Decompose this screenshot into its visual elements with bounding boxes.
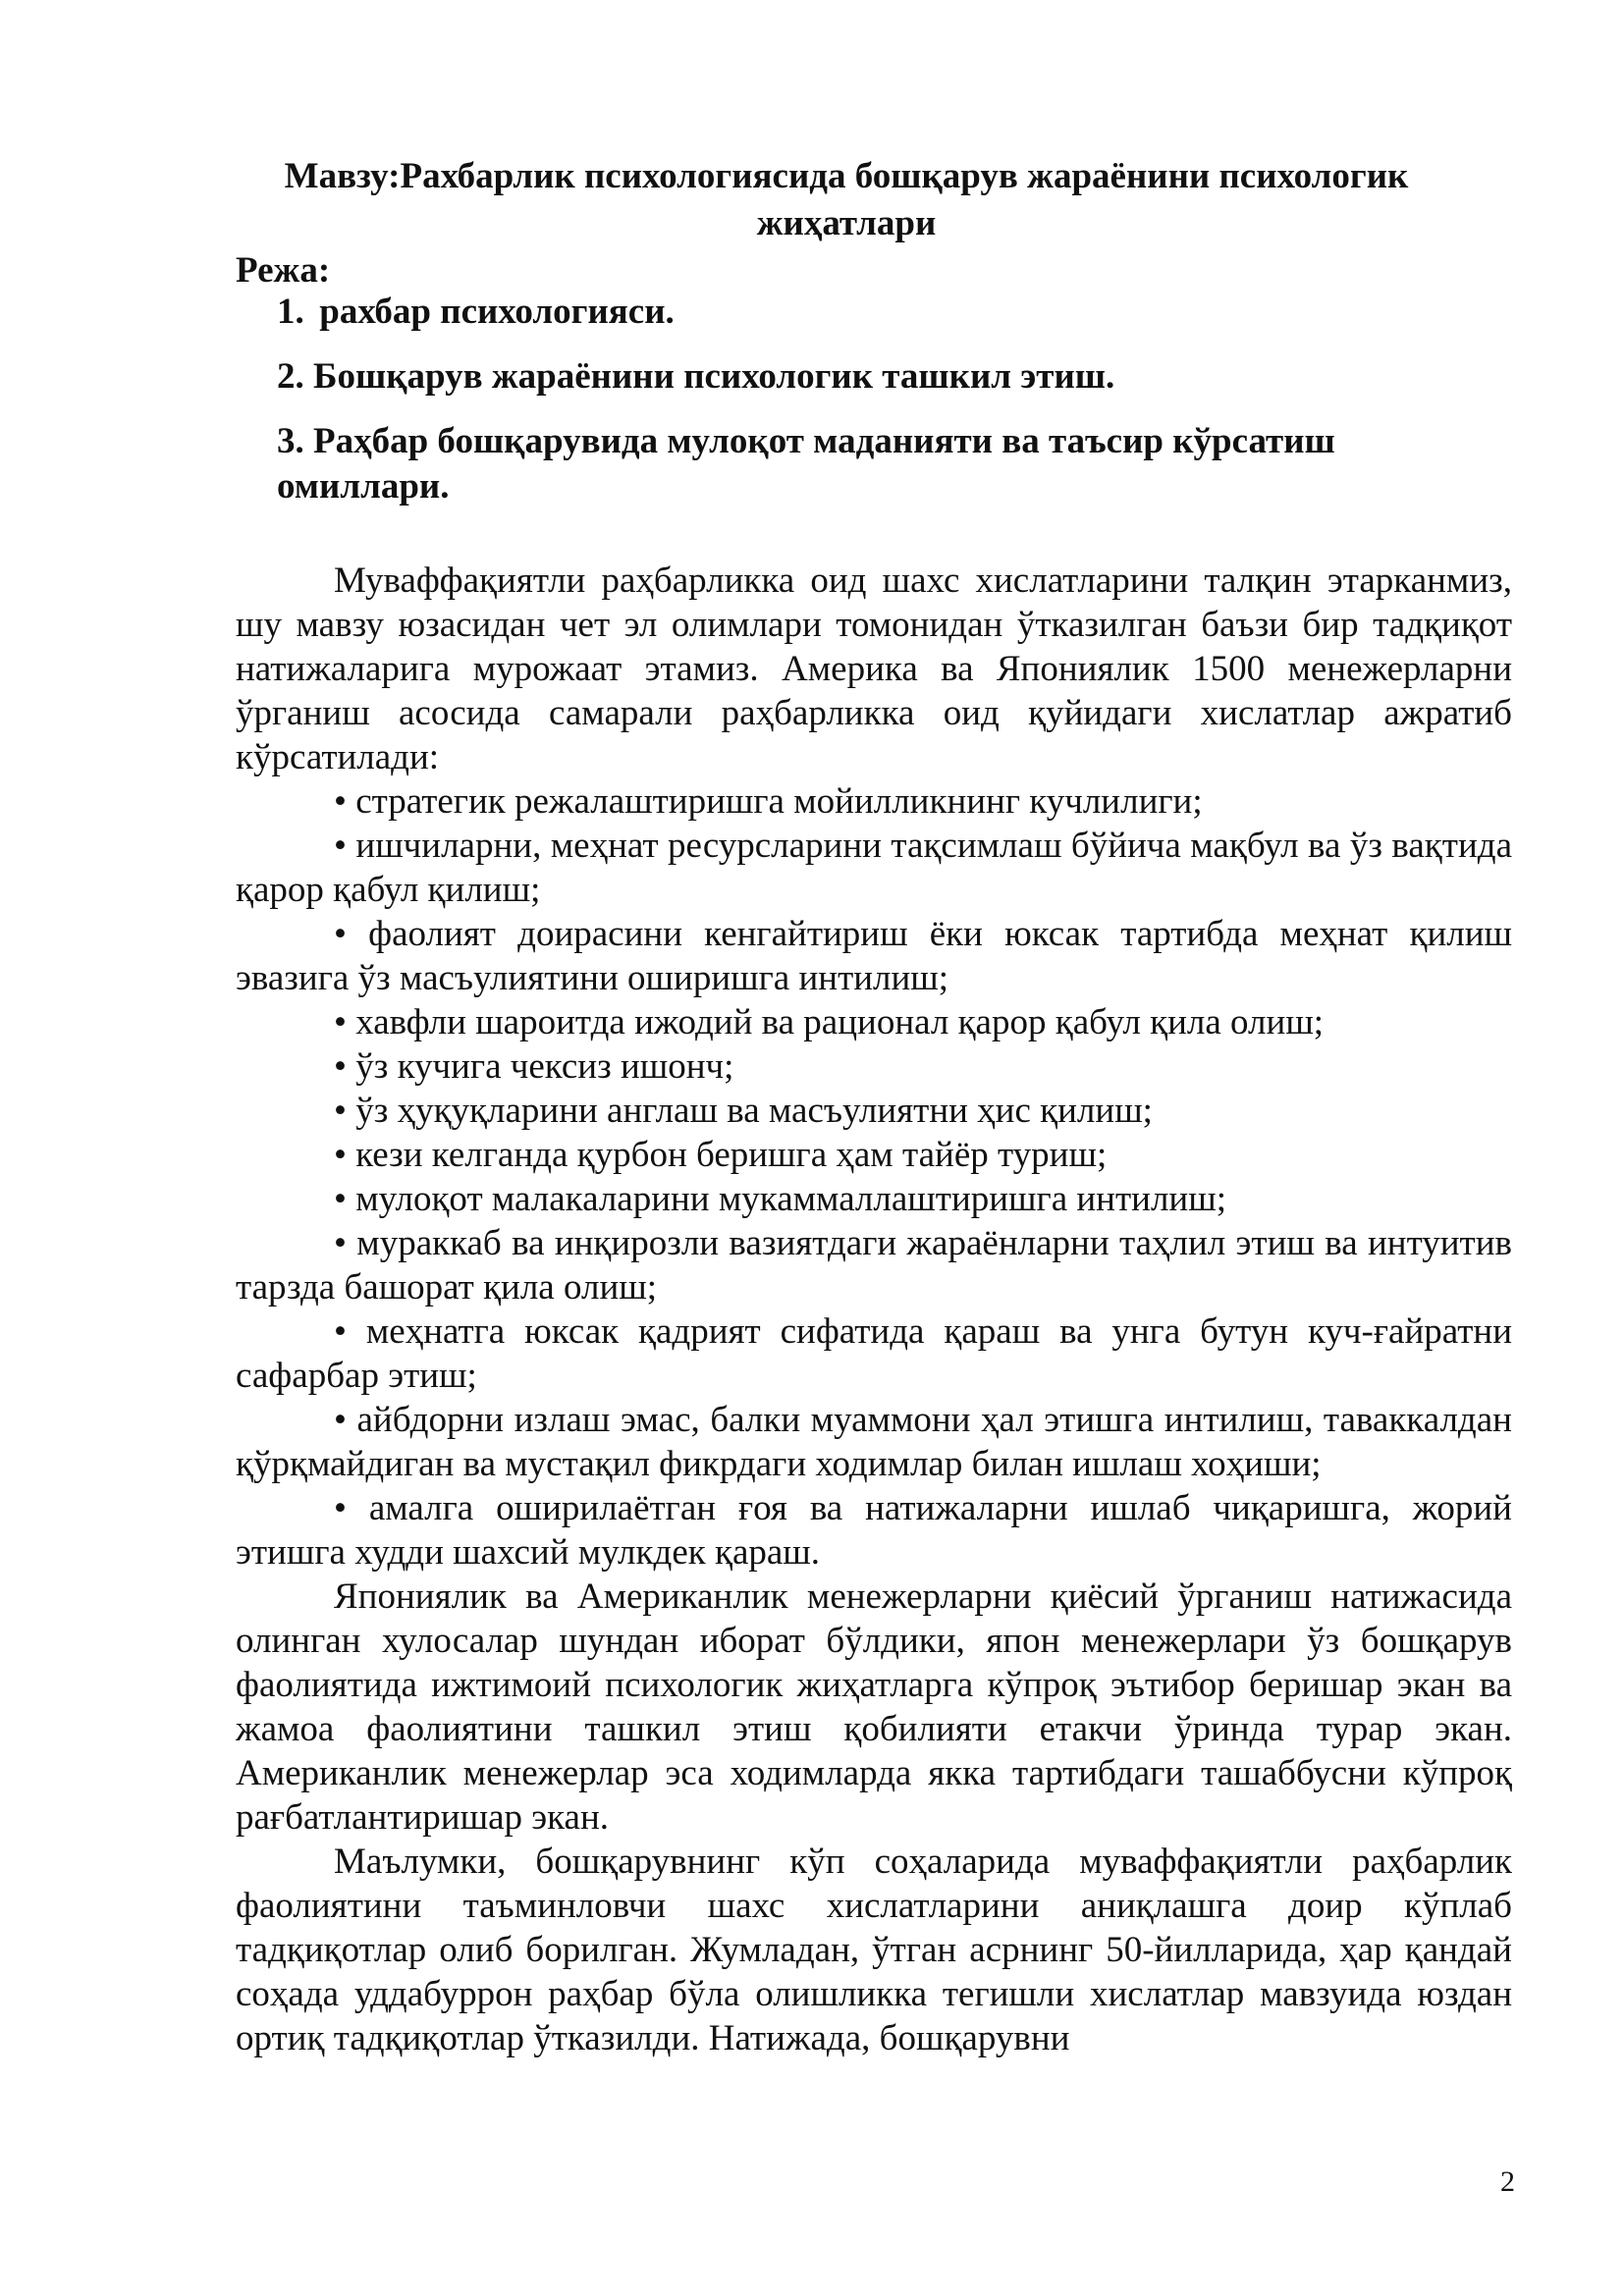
bullet-item: • ўз кучига чексиз ишонч; xyxy=(334,1046,734,1087)
bullet-item: • мураккаб ва инқирозли вазиятдаги жараёнларни таҳлил этиш ва интуитив тарзда башорат қила олиш; xyxy=(236,1223,1512,1308)
plan-item xyxy=(277,419,1406,509)
plan-item-text: Бошқарув жараёнини психологик ташкил этиш. xyxy=(313,356,1115,397)
bullet-item: • ўз ҳуқуқларини англаш ва масъулиятни ҳис қилиш; xyxy=(334,1091,1153,1131)
bullet-item: • мулоқот малакаларини мукаммаллаштиришга интилиш; xyxy=(334,1179,1226,1219)
plan-item-text: рахбар психологияси. xyxy=(319,292,675,332)
bullet-item: • хавфли шароитда ижодий ва рационал қарор қабул қила олиш; xyxy=(334,1002,1325,1042)
plan-label: Режа: xyxy=(236,250,331,291)
bullet-item: • айбдорни излаш эмас, балки муаммони ҳал этишга интилиш, таваккалдан қўрқмайдиган ва мустақил фикрдаги ходимлар билан ишлаш хоҳиши; xyxy=(236,1400,1512,1484)
bullet-item: • амалга оширилаётган ғоя ва натижаларни ишлаб чиқаришга, жорий этишга худди шахсий мулкдек қараш. xyxy=(236,1488,1512,1573)
plan-item xyxy=(277,354,1406,400)
bullet-item: • фаолият доирасини кенгайтириш ёки юксак тартибда меҳнат қилиш эвазига ўз масъулиятини оширишга интилиш; xyxy=(236,914,1512,998)
bullet-item: • стратегик режалаштиришга мойилликнинг кучлилиги; xyxy=(334,781,1203,822)
plan-item-number: 1. xyxy=(277,292,304,332)
page-number: 2 xyxy=(1500,2165,1515,2198)
bullet-item: • ишчиларни, меҳнат ресурсларини тақсимлаш бўйича мақбул ва ўз вақтида қарор қабул қилиш; xyxy=(236,826,1512,910)
plan-item-text: Раҳбар бошқарувида мулоқот маданияти ва таъсир кўрсатиш омиллари. xyxy=(277,421,1335,507)
plan-item-number: 2. xyxy=(277,356,304,397)
plan-list xyxy=(277,290,1406,529)
plan-item xyxy=(277,290,1406,335)
bullet-item: • кези келганда қурбон беришга ҳам тайёр туриш; xyxy=(334,1135,1108,1175)
body-paragraph: Маълумки, бошқарувнинг кўп соҳаларида муваффақиятли раҳбарлик фаолиятини таъминловчи шахс хислатларини аниқлашга доир кўплаб тадқиқотлар олиб борилган. Жумладан, ўтган асрнинг 50-йилларида, ҳар қандай соҳада уддабуррон раҳбар бўла олишликка тегишли хислатлар мавзуида юздан ортиқ тадқиқотлар ўтказилди. Натижада, бошқарувни xyxy=(236,1842,1512,2058)
bullet-item: • меҳнатга юксак қадрият сифатида қараш ва унга бутун куч-ғайратни сафарбар этиш; xyxy=(236,1311,1512,1396)
body-paragraph: Япониялик ва Американлик менежерларни қиёсий ўрганиш натижасида олинган хулосалар шундан иборат бўлдики, япон менежерлари ўз бошқарув фаолиятида ижтимоий психологик жиҳатларга кўпроқ эътибор беришар экан ва жамоа фаолиятини ташкил этиш қобилияти етакчи ўринда турар экан. Американлик менежерлар эса ходимларда якка тартибдаги ташаббусни кўпроқ рағбатлантиришар экан. xyxy=(236,1576,1512,1838)
intro-paragraph: Муваффақиятли раҳбарликка оид шахс хислатларини талқин этарканмиз, шу мавзу юзасидан чет эл олимлари томонидан ўтказилган баъзи бир тадқиқот натижаларига мурожаат этамиз. Америка ва Япониялик 1500 менежерларни ўрганиш асосида самарали раҳбарликка оид қуйидаги хислатлар ажратиб кўрсатилади: xyxy=(236,561,1512,777)
plan-item-number: 3. xyxy=(277,421,304,461)
document-title: Мавзу:Рахбарлик психологиясида бошқарув жараёнини психологик жиҳатлари xyxy=(284,156,1409,243)
body-text xyxy=(236,559,1512,2060)
